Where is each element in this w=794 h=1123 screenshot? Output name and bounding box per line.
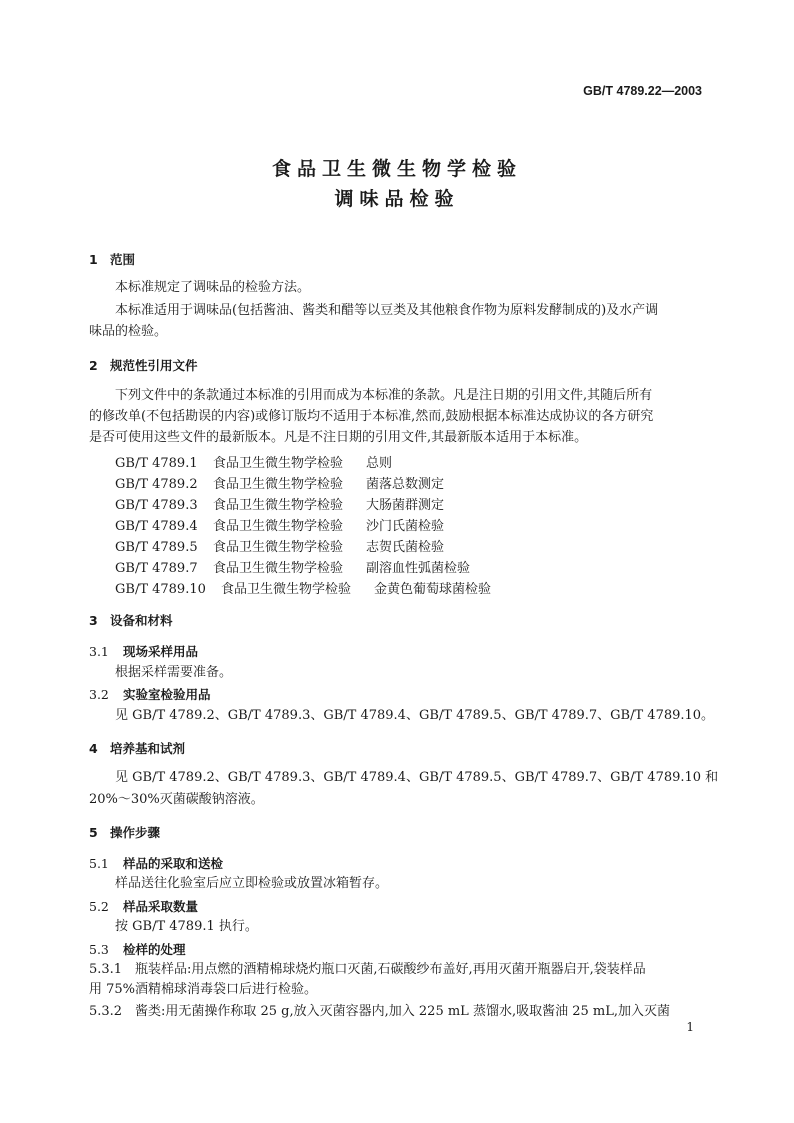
subsection-title: 检样的处理 (123, 942, 186, 957)
reference-item (115, 473, 444, 492)
section-title: 操作步骤 (110, 825, 161, 840)
section-title: 规范性引用文件 (110, 358, 198, 373)
section-number: 1 (89, 252, 98, 267)
subsection-title: 现场采样用品 (123, 644, 199, 659)
subsection-5-3-heading (89, 940, 186, 958)
paragraph-line: 的修改单(不包括勘误的内容)或修订版均不适用于本标准,然而,鼓励根据本标准达成协议的各方研究 (89, 409, 654, 424)
reference-subject: 总则 (366, 456, 393, 471)
paragraph: 见 GB/T 4789.2、GB/T 4789.3、GB/T 4789.4、GB/T 4789.5、GB/T 4789.7、GB/T 4789.10。 (115, 708, 715, 723)
section-2-heading (89, 356, 198, 374)
section-title: 范围 (110, 252, 136, 267)
document-title: 食品卫生微生物学检验 (271, 158, 522, 180)
reference-subject: 菌落总数测定 (366, 477, 445, 492)
paragraph: 按 GB/T 4789.1 执行。 (115, 919, 258, 934)
clause-text: 酱类:用无菌操作称取 25 g,放入灭菌容器内,加入 225 mL 蒸馏水,吸取酱油 25 mL,加入灭菌 (135, 1004, 670, 1019)
paragraph-line: 20%～30%灭菌碳酸钠溶液。 (89, 792, 264, 807)
subsection-3-1-heading (89, 642, 198, 660)
reference-item (115, 557, 470, 576)
paragraph: 根据采样需要准备。 (115, 665, 233, 680)
section-1-heading (89, 250, 135, 268)
clause-5-3-1 (89, 959, 646, 980)
subsection-title: 实验室检验用品 (123, 687, 211, 702)
reference-subject: 志贺氏菌检验 (366, 540, 445, 555)
subsection-title: 样品采取数量 (123, 899, 199, 914)
reference-item (115, 578, 491, 597)
section-number: 2 (89, 358, 98, 373)
reference-name: 食品卫生微生物学检验 (213, 540, 344, 555)
reference-name: 食品卫生微生物学检验 (213, 456, 344, 471)
paragraph-line: 本标准适用于调味品(包括酱油、酱类和醋等以豆类及其他粮食作物为原料发酵制成的)及水产调 (115, 303, 659, 318)
clause-5-3-2 (89, 1001, 670, 1022)
section-title: 设备和材料 (110, 613, 173, 628)
section-4-heading (89, 739, 185, 757)
standard-code: GB/T 4789.22—2003 (583, 84, 702, 98)
reference-subject: 金黄色葡萄球菌检验 (374, 582, 492, 597)
subsection-number: 3.2 (89, 687, 109, 702)
reference-item (115, 536, 444, 555)
reference-item (115, 452, 392, 471)
reference-code: GB/T 4789.1 (115, 456, 198, 471)
reference-item (115, 515, 444, 534)
subsection-number: 5.3 (89, 942, 109, 957)
section-5-heading (89, 823, 160, 841)
reference-code: GB/T 4789.4 (115, 519, 198, 534)
reference-item (115, 494, 444, 513)
section-number: 3 (89, 613, 98, 628)
paragraph-line: 味品的检验。 (89, 324, 168, 339)
clause-number: 5.3.1 (89, 962, 123, 977)
paragraph-line: 用 75%酒精棉球消毒袋口后进行检验。 (89, 982, 318, 997)
reference-name: 食品卫生微生物学检验 (213, 498, 344, 513)
clause-number: 5.3.2 (89, 1004, 123, 1019)
paragraph: 样品送往化验室后应立即检验或放置冰箱暂存。 (115, 876, 389, 891)
reference-code: GB/T 4789.5 (115, 540, 198, 555)
reference-subject: 沙门氏菌检验 (366, 519, 445, 534)
reference-code: GB/T 4789.3 (115, 498, 198, 513)
section-number: 5 (89, 825, 98, 840)
reference-code: GB/T 4789.7 (115, 561, 198, 576)
section-3-heading (89, 611, 173, 629)
reference-name: 食品卫生微生物学检验 (213, 519, 344, 534)
reference-subject: 大肠菌群测定 (366, 498, 445, 513)
clause-text: 瓶装样品:用点燃的酒精棉球烧灼瓶口灭菌,石碳酸纱布盖好,再用灭菌开瓶器启开,袋装样品 (135, 962, 646, 977)
page-number: 1 (686, 1020, 694, 1034)
reference-code: GB/T 4789.10 (115, 582, 206, 597)
section-title: 培养基和试剂 (110, 741, 186, 756)
reference-name: 食品卫生微生物学检验 (213, 561, 344, 576)
document-subtitle: 调味品检验 (334, 188, 460, 210)
reference-name: 食品卫生微生物学检验 (213, 477, 344, 492)
subsection-3-2-heading (89, 685, 211, 703)
paragraph-line: 见 GB/T 4789.2、GB/T 4789.3、GB/T 4789.4、GB/T 4789.5、GB/T 4789.7、GB/T 4789.10 和 (115, 770, 719, 785)
subsection-title: 样品的采取和送检 (123, 856, 224, 871)
subsection-number: 5.1 (89, 856, 109, 871)
reference-code: GB/T 4789.2 (115, 477, 198, 492)
paragraph-line: 是否可使用这些文件的最新版本。凡是不注日期的引用文件,其最新版本适用于本标准。 (89, 430, 588, 445)
subsection-5-1-heading (89, 854, 223, 872)
reference-subject: 副溶血性弧菌检验 (366, 561, 471, 576)
subsection-number: 3.1 (89, 644, 109, 659)
reference-name: 食品卫生微生物学检验 (221, 582, 352, 597)
subsection-number: 5.2 (89, 899, 109, 914)
subsection-5-2-heading (89, 897, 198, 915)
paragraph-line: 下列文件中的条款通过本标准的引用而成为本标准的条款。凡是注日期的引用文件,其随后所有 (115, 388, 653, 403)
paragraph: 本标准规定了调味品的检验方法。 (115, 280, 311, 295)
section-number: 4 (89, 741, 98, 756)
